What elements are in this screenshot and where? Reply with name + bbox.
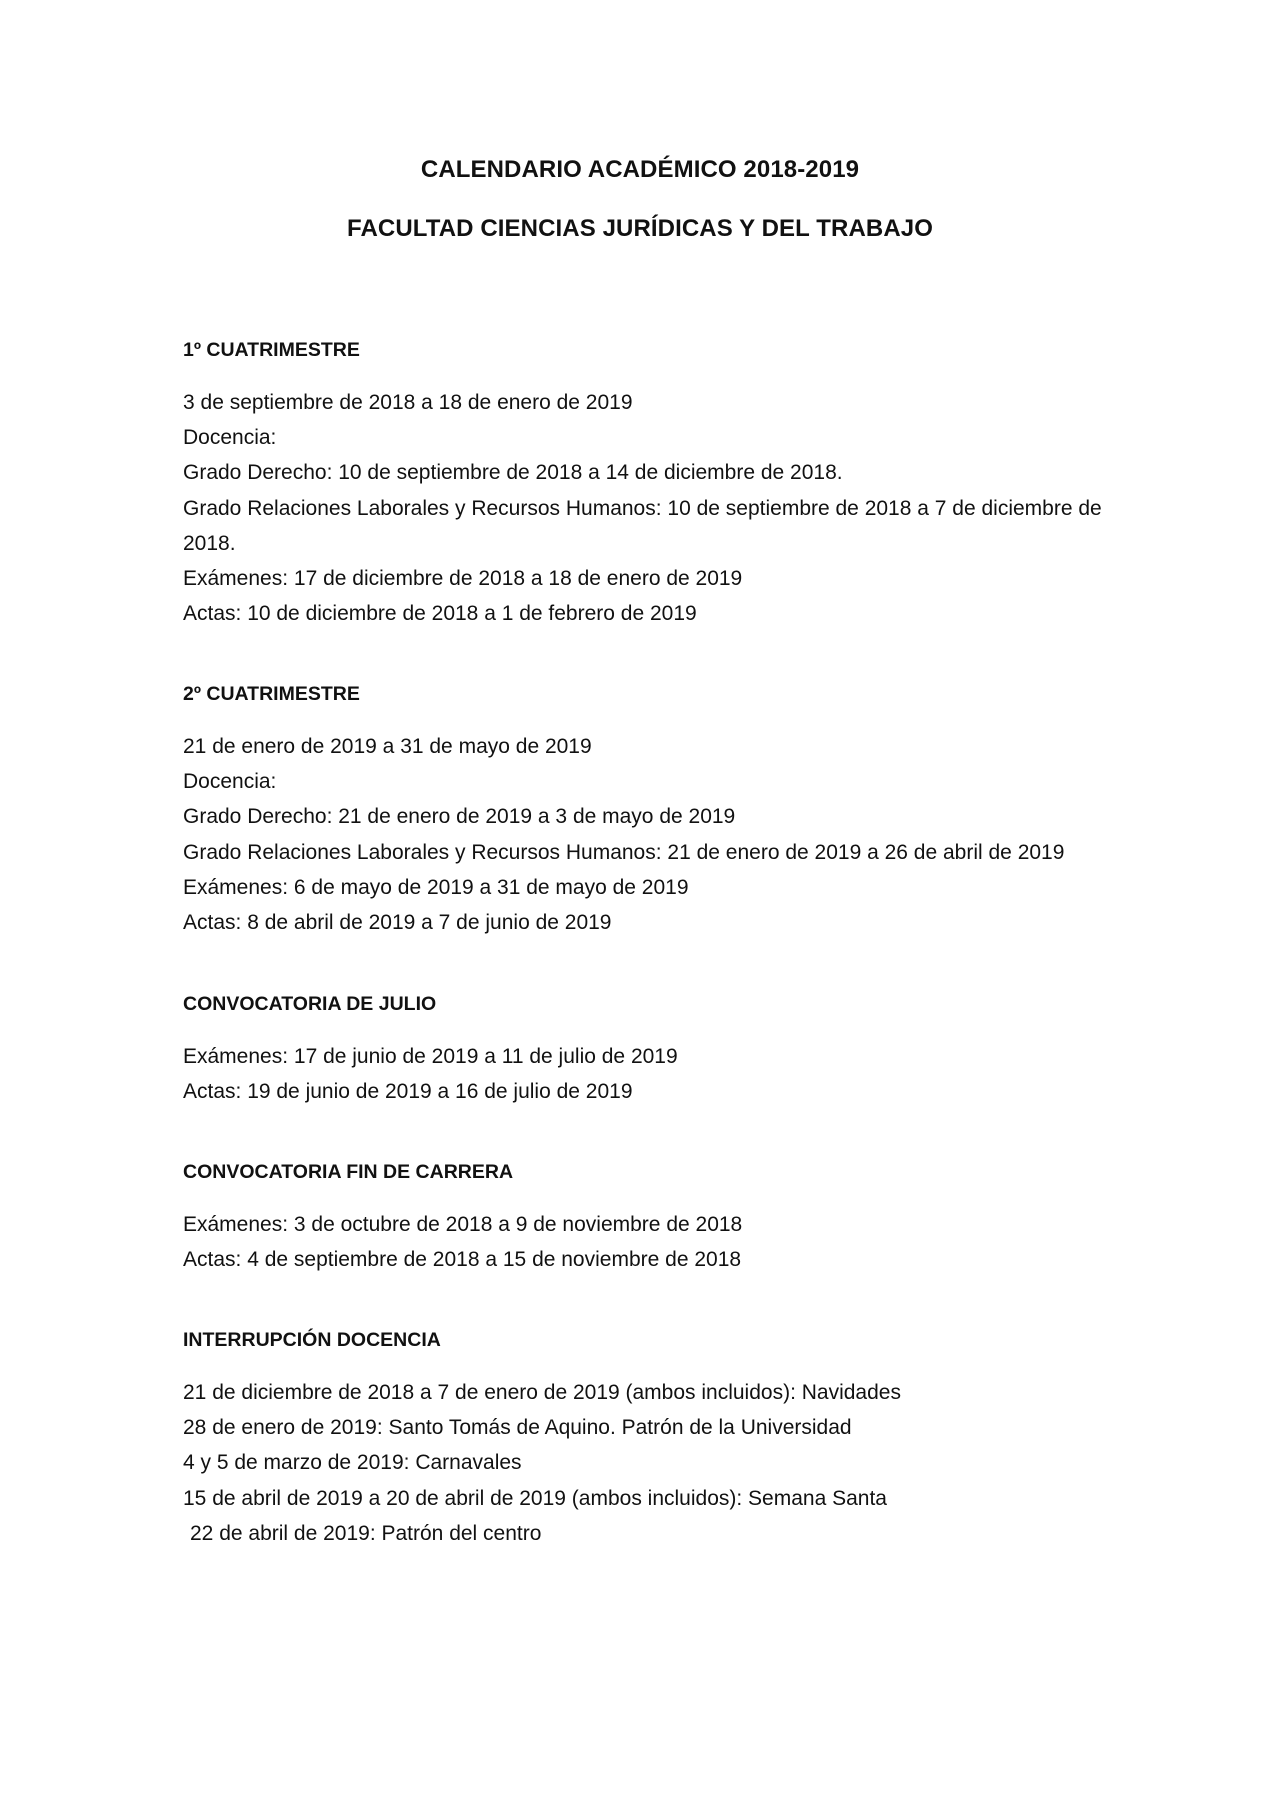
exam-dates: Exámenes: 17 de junio de 2019 a 11 de julio de 2019 — [183, 1045, 678, 1068]
section-heading: CONVOCATORIA DE JULIO — [183, 993, 437, 1015]
exam-dates: Exámenes: 3 de octubre de 2018 a 9 de noviembre de 2018 — [183, 1213, 743, 1236]
section-heading: 1º CUATRIMESTRE — [183, 339, 360, 361]
section-first-semester — [183, 337, 1103, 631]
records-dates: Actas: 19 de junio de 2019 a 16 de julio de 2019 — [183, 1080, 633, 1104]
semester-date-range: 3 de septiembre de 2018 a 18 de enero de 2019 — [183, 391, 633, 414]
records-dates: Actas: 4 de septiembre de 2018 a 15 de noviembre de 2018 — [183, 1248, 742, 1272]
section-heading: CONVOCATORIA FIN DE CARRERA — [183, 1161, 514, 1183]
semester-date-range: 21 de enero de 2019 a 31 de mayo de 2019 — [183, 735, 592, 758]
labor-relations-degree-dates: Grado Relaciones Laborales y Recursos Humanos: 21 de enero de 2019 a 26 de abril de 2019 — [183, 840, 1065, 864]
section-second-semester — [183, 681, 1103, 940]
section-final-degree-exams — [183, 1159, 1103, 1277]
law-degree-dates: Grado Derecho: 10 de septiembre de 2018 a 14 de diciembre de 2018. — [183, 461, 843, 485]
document-title: CALENDARIO ACADÉMICO 2018-2019 — [420, 156, 860, 183]
section-heading: INTERRUPCIÓN DOCENCIA — [183, 1329, 441, 1351]
law-degree-dates: Grado Derecho: 21 de enero de 2019 a 3 de mayo de 2019 — [183, 805, 736, 829]
teaching-label: Docencia: — [183, 426, 277, 450]
break-christmas: 21 de diciembre de 2018 a 7 de enero de 2019 (ambos incluidos): Navidades — [183, 1381, 901, 1404]
break-holy-week: 15 de abril de 2019 a 20 de abril de 2019 (ambos incluidos): Semana Santa — [183, 1486, 887, 1510]
records-dates: Actas: 10 de diciembre de 2018 a 1 de febrero de 2019 — [183, 602, 697, 626]
break-center-patron: 22 de abril de 2019: Patrón del centro — [190, 1521, 542, 1545]
section-heading: 2º CUATRIMESTRE — [183, 683, 360, 705]
records-dates: Actas: 8 de abril de 2019 a 7 de junio de 2019 — [183, 911, 612, 935]
break-carnival: 4 y 5 de marzo de 2019: Carnavales — [183, 1451, 522, 1475]
section-july-exams — [183, 991, 1103, 1109]
faculty-title: FACULTAD CIENCIAS JURÍDICAS Y DEL TRABAJO — [347, 215, 933, 242]
exam-dates: Exámenes: 17 de diciembre de 2018 a 18 de enero de 2019 — [183, 567, 743, 591]
exam-dates: Exámenes: 6 de mayo de 2019 a 31 de mayo de 2019 — [183, 875, 689, 899]
labor-relations-degree-dates: Grado Relaciones Laborales y Recursos Humanos: 10 de septiembre de 2018 a 7 de diciembre de 2018. — [183, 496, 1102, 555]
teaching-label: Docencia: — [183, 770, 277, 794]
section-teaching-breaks — [183, 1327, 1103, 1551]
break-university-patron: 28 de enero de 2019: Santo Tomás de Aquino. Patrón de la Universidad — [183, 1416, 852, 1440]
